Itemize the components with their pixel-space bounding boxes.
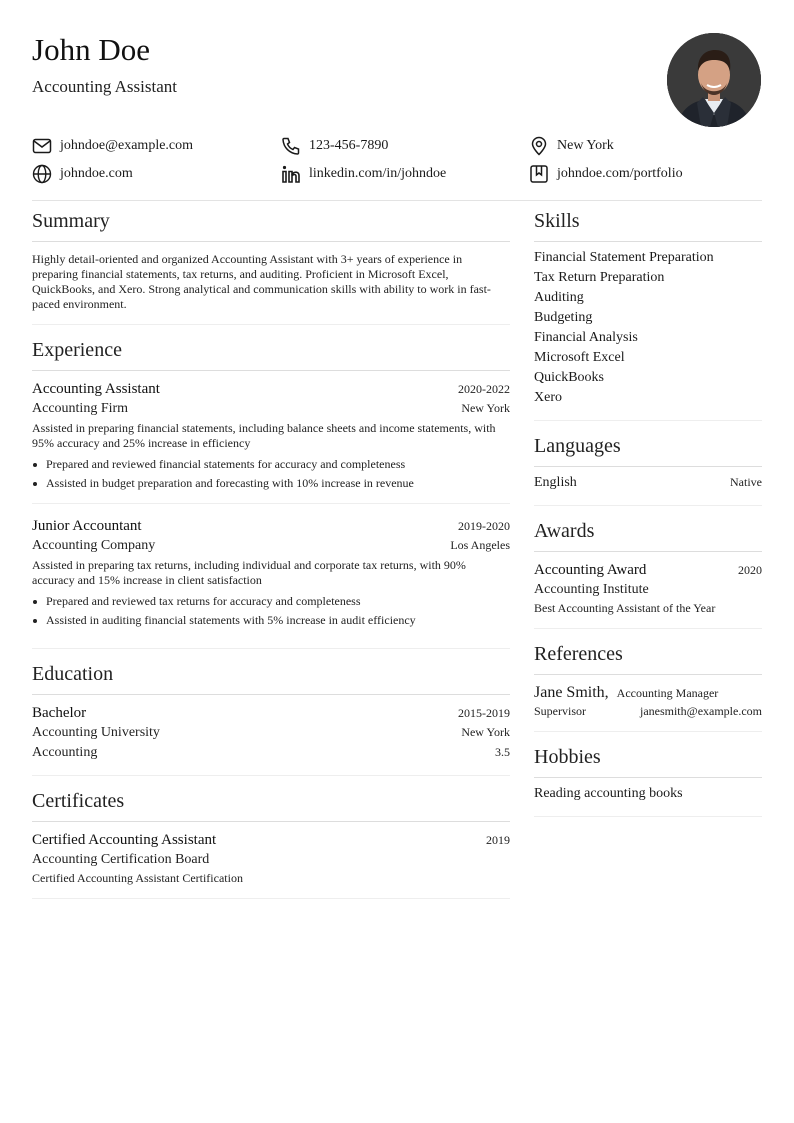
awards-section (534, 510, 762, 629)
job-role: Junior Accountant (32, 518, 142, 534)
languages-heading: Languages (534, 425, 762, 467)
job-role: Accounting Assistant (32, 381, 160, 397)
job-bullet: Prepared and reviewed financial statements for accuracy and completeness (32, 455, 510, 474)
education-heading: Education (32, 653, 510, 695)
skill-item: Auditing (534, 290, 584, 305)
contact-portfolio[interactable] (529, 162, 683, 186)
certificate-year: 2019 (486, 833, 510, 847)
education-section (32, 653, 510, 776)
linkedin-icon (281, 164, 301, 184)
mail-icon (32, 136, 52, 156)
job-company: Accounting Company (32, 538, 156, 553)
hobby-item: Reading accounting books (534, 786, 683, 801)
contact-phone[interactable] (281, 134, 388, 158)
job-dates: 2019-2020 (458, 519, 510, 533)
candidate-name: John Doe (32, 32, 150, 67)
education-dates: 2015-2019 (458, 706, 510, 720)
award-name: Accounting Award (534, 562, 647, 578)
right-column (534, 200, 762, 817)
skill-item: QuickBooks (534, 370, 604, 385)
references-section (534, 633, 762, 732)
job-location: New York (461, 401, 510, 415)
experience-entry (32, 379, 510, 499)
left-column (32, 200, 510, 899)
hobbies-heading: Hobbies (534, 736, 762, 778)
certificate-description: Certified Accounting Assistant Certification (32, 871, 243, 885)
reference-email[interactable]: janesmith@example.com (639, 704, 762, 718)
contact-email[interactable] (32, 134, 193, 158)
certificates-section (32, 780, 510, 899)
job-location: Los Angeles (450, 538, 510, 552)
contact-location (529, 134, 614, 158)
contact-location-text: New York (557, 138, 614, 153)
award-year: 2020 (738, 563, 762, 577)
references-heading: References (534, 633, 762, 675)
job-description: Assisted in preparing tax returns, including individual and corporate tax returns, with 90% accuracy and 15% increase in client satisfaction (32, 558, 466, 587)
award-issuer: Accounting Institute (534, 582, 649, 597)
location-pin-icon (529, 136, 549, 156)
phone-icon (281, 136, 301, 156)
awards-heading: Awards (534, 510, 762, 552)
job-description: Assisted in preparing financial statements, including balance sheets and income statements, with 95% accuracy and 25% increase in efficiency (32, 421, 496, 450)
job-dates: 2020-2022 (458, 382, 510, 396)
skill-item: Microsoft Excel (534, 350, 625, 365)
award-description: Best Accounting Assistant of the Year (534, 601, 716, 615)
education-field: Accounting (32, 745, 98, 760)
contact-website-text: johndoe.com (60, 166, 133, 181)
certificates-heading: Certificates (32, 780, 510, 822)
skills-heading: Skills (534, 200, 762, 242)
contact-portfolio-text: johndoe.com/portfolio (557, 166, 683, 181)
skill-item: Xero (534, 390, 562, 405)
certificate-name: Certified Accounting Assistant (32, 832, 217, 848)
skill-item: Financial Statement Preparation (534, 250, 714, 265)
language-level: Native (730, 475, 762, 489)
candidate-title: Accounting Assistant (32, 77, 177, 96)
job-bullets (32, 592, 510, 630)
reference-relation: Supervisor (534, 704, 586, 718)
experience-entry (32, 503, 510, 636)
profile-photo (667, 33, 761, 127)
job-bullet: Assisted in auditing financial statements with 5% increase in audit efficiency (32, 611, 510, 630)
hobbies-section (534, 736, 762, 817)
job-bullet: Prepared and reviewed tax returns for accuracy and completeness (32, 592, 510, 611)
education-gpa: 3.5 (495, 745, 510, 759)
skill-item: Financial Analysis (534, 330, 638, 345)
contact-linkedin[interactable] (281, 162, 446, 186)
languages-section (534, 425, 762, 506)
job-company: Accounting Firm (32, 401, 129, 416)
skills-section (534, 200, 762, 421)
certificate-issuer: Accounting Certification Board (32, 852, 210, 867)
contact-website[interactable] (32, 162, 133, 186)
job-bullets (32, 455, 510, 493)
skill-item: Tax Return Preparation (534, 270, 665, 285)
experience-section (32, 329, 510, 649)
summary-heading: Summary (32, 200, 510, 242)
reference-position: Accounting Manager (616, 686, 719, 700)
education-school: Accounting University (32, 725, 160, 740)
skill-item: Budgeting (534, 310, 593, 325)
summary-text: Highly detail-oriented and organized Accounting Assistant with 3+ years of experience in preparing financial statements, tax returns, and auditing. Proficient in Microsoft Excel, QuickBooks, and Xero. Strong analytical and communication skills with ability to work in fast-paced environment. (32, 252, 491, 311)
job-bullet: Assisted in budget preparation and forecasting with 10% increase in revenue (32, 474, 510, 493)
education-location: New York (461, 725, 510, 739)
summary-section (32, 200, 510, 325)
reference-name: Jane Smith, (534, 684, 609, 701)
contact-email-text: johndoe@example.com (60, 138, 194, 153)
education-degree: Bachelor (32, 705, 87, 721)
contact-linkedin-text: linkedin.com/in/johndoe (309, 166, 447, 181)
language-name: English (534, 475, 577, 490)
portfolio-bookmark-icon (529, 164, 549, 184)
globe-icon (32, 164, 52, 184)
experience-heading: Experience (32, 329, 510, 371)
contact-phone-text: 123-456-7890 (309, 138, 389, 153)
